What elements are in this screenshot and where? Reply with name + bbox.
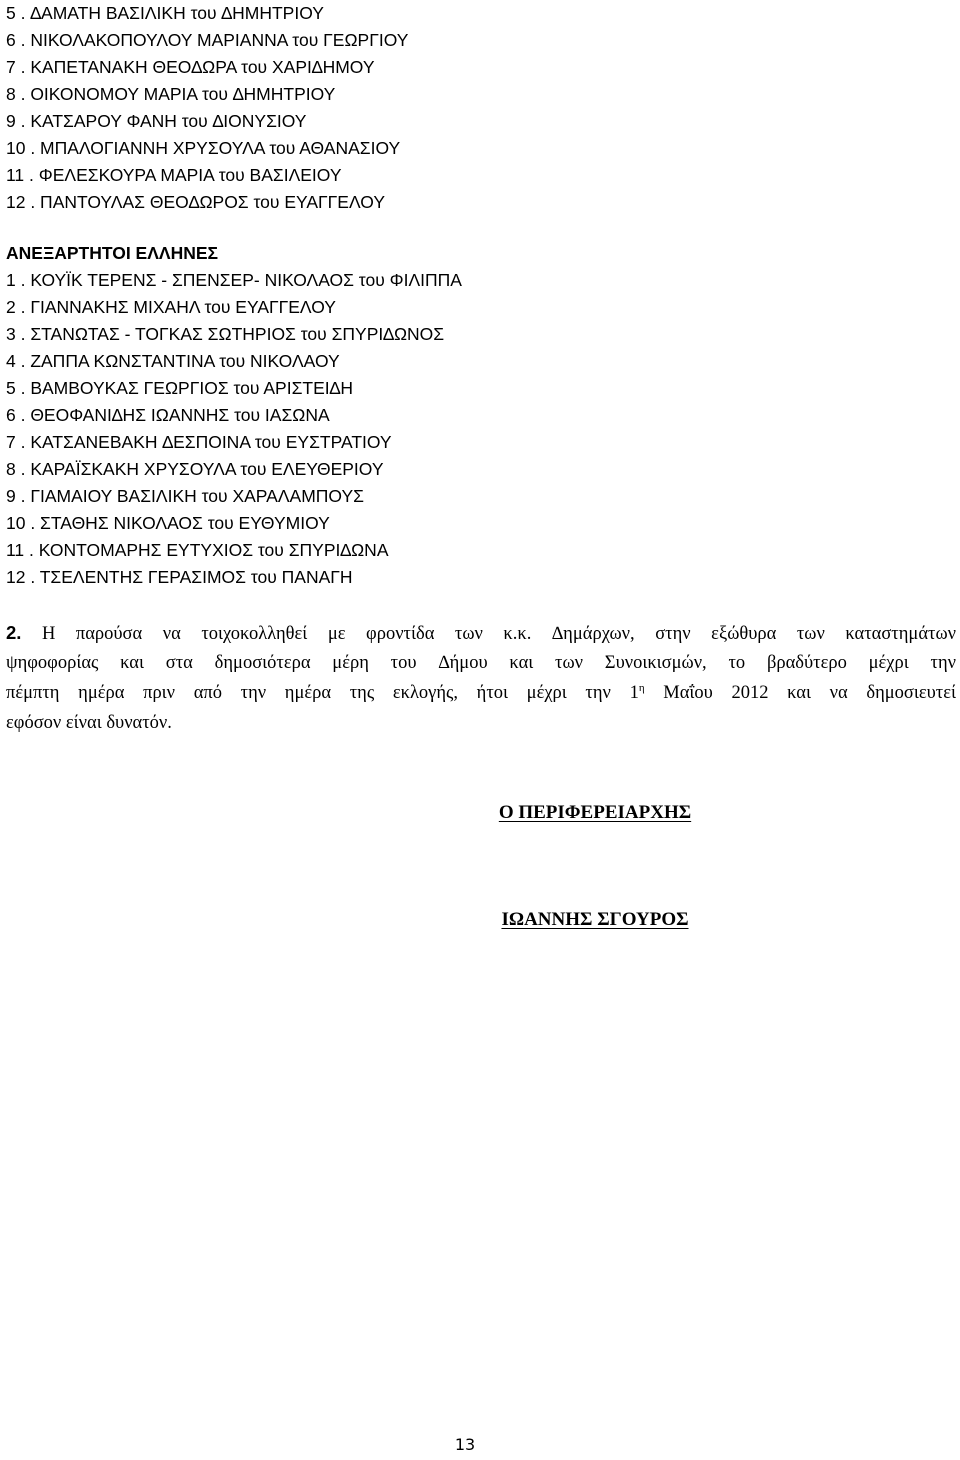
signatory-name: ΙΩΑΝΝΗΣ ΣΓΟΥΡΟΣ bbox=[501, 909, 689, 930]
list-item: 12 . ΠΑΝΤΟΥΛΑΣ ΘΕΟ∆ΩΡΟΣ του ΕΥΑΓΓΕΛΟΥ bbox=[6, 192, 386, 212]
paragraph-text: πέμπτη ημέρα πριν από την ημέρα της εκλογής, ήτοι μέχρι την 1 bbox=[6, 683, 639, 703]
list-item: 9 . ΚΑΤΣΑΡΟΥ ΦΑΝΗ του ∆ΙΟΝΥΣΙΟΥ bbox=[6, 111, 307, 131]
candidate-list bbox=[6, 267, 462, 591]
signatory-title: Ο ΠΕΡΙΦΕΡΕΙΑΡΧΗΣ bbox=[498, 802, 692, 823]
list-item: 8 . ΚΑΡΑΪΣΚΑΚΗ ΧΡΥΣΟΥΛΑ του ΕΛΕΥΘΕΡΙΟΥ bbox=[6, 459, 384, 479]
list-item: 12 . ΤΣΕΛΕΝΤΗΣ ΓΕΡΑΣΙΜΟΣ του ΠΑΝΑΓΗ bbox=[6, 567, 353, 587]
list-item: 10 . ΜΠΑΛΟΓΙΑΝΝΗ ΧΡΥΣΟΥΛΑ του ΑΘΑΝΑΣΙΟΥ bbox=[6, 138, 401, 158]
section-heading: ΑΝΕΞΑΡΤΗΤΟΙ ΕΛΛΗΝΕΣ bbox=[6, 243, 219, 263]
list-item: 11 . ΚΟΝΤΟΜΑΡΗΣ ΕΥΤΥΧΙΟΣ του ΣΠΥΡΙ∆ΩΝΑ bbox=[6, 540, 389, 560]
paragraph-text: Μαΐου 2012 και να δημοσιευτεί bbox=[644, 683, 956, 703]
list-item: 7 . ΚΑΤΣΑΝΕΒΑΚΗ ∆ΕΣΠΟΙΝΑ του ΕΥΣΤΡΑΤΙΟΥ bbox=[6, 432, 392, 452]
list-item: 10 . ΣΤΑΘΗΣ ΝΙΚΟΛΑΟΣ του ΕΥΘΥΜΙΟΥ bbox=[6, 513, 330, 533]
candidate-list-continued bbox=[6, 0, 408, 216]
list-item: 9 . ΓΙΑΜΑΙΟΥ ΒΑΣΙΛΙΚΗ του ΧΑΡΑΛΑΜΠΟΥΣ bbox=[6, 486, 364, 506]
list-item: 6 . ΘΕΟΦΑΝΙ∆ΗΣ ΙΩΑΝΝΗΣ του ΙΑΣΩΝΑ bbox=[6, 405, 330, 425]
list-item: 5 . ΒΑΜΒΟΥΚΑΣ ΓΕΩΡΓΙΟΣ του ΑΡΙΣΤΕΙ∆Η bbox=[6, 378, 353, 398]
list-item: 1 . ΚΟΥΪΚ ΤΕΡΕΝΣ - ΣΠΕΝΣΕΡ- ΝΙΚΟΛΑΟΣ του ΦΙΛΙΠΠΑ bbox=[6, 270, 462, 290]
paragraph-number: 2. bbox=[6, 622, 22, 643]
list-item: 6 . ΝΙΚΟΛΑΚΟΠΟΥΛΟΥ ΜΑΡΙΑΝΝΑ του ΓΕΩΡΓΙΟΥ bbox=[6, 30, 409, 50]
list-item: 7 . ΚΑΠΕΤΑΝΑΚΗ ΘΕΟ∆ΩΡΑ του ΧΑΡΙ∆ΗΜΟΥ bbox=[6, 57, 375, 77]
list-item: 8 . ΟΙΚΟΝΟΜΟΥ ΜΑΡΙΑ του ∆ΗΜΗΤΡΙΟΥ bbox=[6, 84, 336, 104]
list-item: 2 . ΓΙΑΝΝΑΚΗΣ ΜΙΧΑΗΛ του ΕΥΑΓΓΕΛΟΥ bbox=[6, 297, 336, 317]
list-item: 4 . ΖΑΠΠΑ ΚΩΝΣΤΑΝΤΙΝΑ του ΝΙΚΟΛΑΟΥ bbox=[6, 351, 340, 371]
list-item: 11 . ΦΕΛΕΣΚΟΥΡΑ ΜΑΡΙΑ του ΒΑΣΙΛΕΙΟΥ bbox=[6, 165, 342, 185]
paragraph-line bbox=[6, 618, 956, 648]
paragraph-line: εφόσον είναι δυνατόν. bbox=[6, 713, 172, 733]
paragraph-text: Η παρούσα να τοιχοκολληθεί με φροντίδα των κ.κ. ∆ημάρχων, στην εξώθυρα των καταστημάτων bbox=[41, 624, 957, 644]
instruction-paragraph bbox=[6, 618, 956, 738]
list-item: 3 . ΣΤΑΝΩΤΑΣ - ΤΟΓΚΑΣ ΣΩΤΗΡΙΟΣ του ΣΠΥΡΙ∆ΩΝΟΣ bbox=[6, 324, 445, 344]
paragraph-line bbox=[6, 678, 956, 708]
list-item: 5 . ∆ΑΜΑΤΗ ΒΑΣΙΛΙΚΗ του ∆ΗΜΗΤΡΙΟΥ bbox=[6, 3, 324, 23]
page-number: 13 bbox=[454, 1435, 476, 1454]
ordinal-superscript: η bbox=[638, 682, 645, 694]
paragraph-line: ψηφοφορίας και στα δημοσιότερα μέρη του ∆ήμου και των Συνοικισμών, το βραδύτερο μέχρι την bbox=[6, 653, 956, 673]
